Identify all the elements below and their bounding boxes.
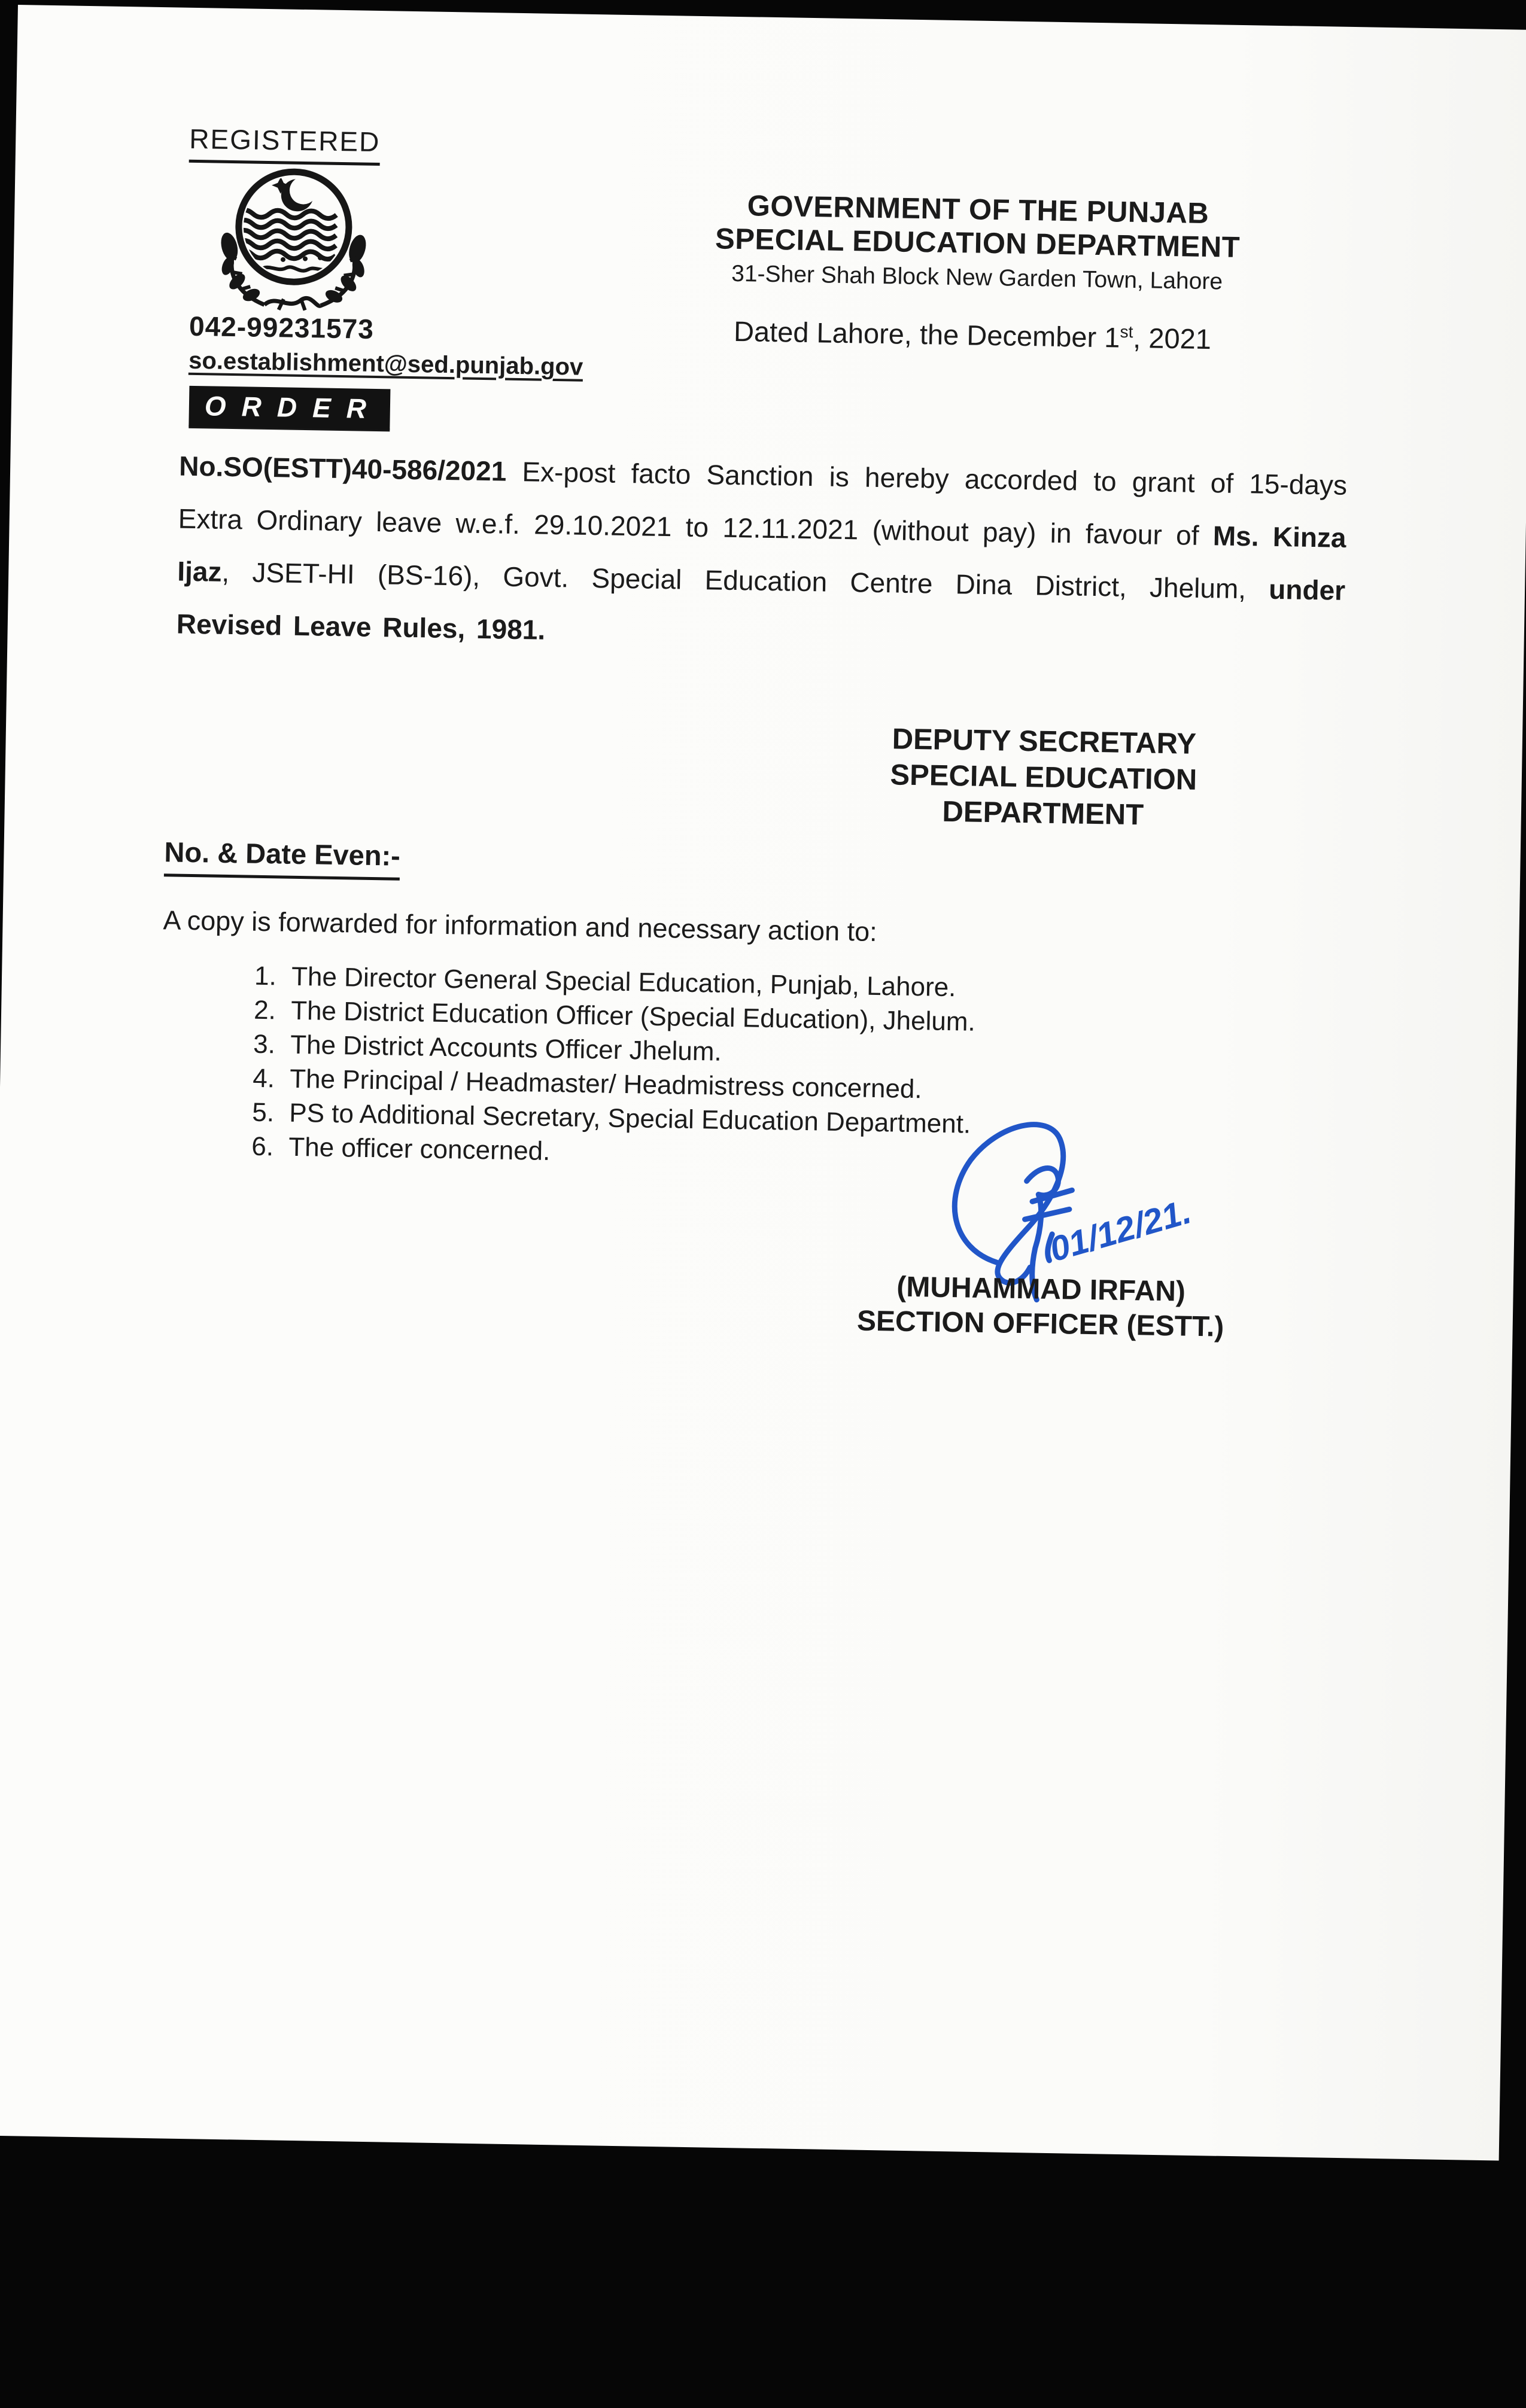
list-item-text: The officer concerned. <box>288 1132 551 1167</box>
list-item-number: 5. <box>251 1097 275 1128</box>
authority-block <box>827 720 1260 835</box>
forwarding-line: A copy is forwarded for information and necessary action to: <box>163 905 878 948</box>
list-item-text: The District Education Officer (Special Education), Jhelum. <box>290 996 976 1037</box>
distribution-heading: No. & Date Even:- <box>164 835 400 881</box>
list-item-text: PS to Additional Secretary, Special Education Department. <box>288 1098 971 1139</box>
date-line <box>734 315 1212 355</box>
department-name-line2: SPECIAL EDUCATION DEPARTMENT <box>715 223 1241 264</box>
date-ordinal: st <box>1120 321 1133 342</box>
email-address: so.establishment@sed.punjab.gov <box>188 347 583 380</box>
phone-number: 042-99231573 <box>189 310 375 345</box>
list-item-number: 1. <box>254 961 277 991</box>
letterhead <box>659 188 1296 297</box>
list-item-text: The Principal / Headmaster/ Headmistress concerned. <box>289 1064 923 1104</box>
list-item-number: 2. <box>253 995 276 1025</box>
distribution-list <box>251 961 976 1178</box>
date-text: Dated Lahore, the December 1 <box>733 315 1120 354</box>
body-text-1: Ex-post facto Sanction is hereby accorded to grant of 15-days Extra Ordinary leave w.e.f. 29.10.2021 to 12.11.2021 (without pay) in favour of <box>178 455 1348 552</box>
list-item-number: 4. <box>252 1063 275 1094</box>
list-item-number: 3. <box>253 1029 276 1060</box>
punjab-crest-icon <box>199 161 387 316</box>
authority-line3: DEPARTMENT <box>942 795 1144 832</box>
body-text-3: under Revised Leave Rules, 1981. <box>176 573 1346 646</box>
authority-line1: DEPUTY SECRETARY <box>892 723 1197 760</box>
document-page <box>0 5 1526 2161</box>
order-heading <box>189 389 390 432</box>
list-item-text: The District Accounts Officer Jhelum. <box>290 1030 722 1067</box>
signer-title: SECTION OFFICER (ESTT.) <box>856 1305 1224 1343</box>
body-text-2: , JSET-HI (BS-16), Govt. Special Education Centre Dina District, Jhelum, <box>221 556 1269 605</box>
department-address: 31-Sher Shah Block New Garden Town, Lahore <box>731 260 1223 295</box>
grantee-name: Ms. Kinza Ijaz <box>177 520 1346 587</box>
signer-block <box>813 1268 1269 1345</box>
registered-label: REGISTERED <box>189 123 381 166</box>
authority-line2: SPECIAL EDUCATION <box>890 759 1197 796</box>
order-body-paragraph <box>176 440 1348 669</box>
date-year: , 2021 <box>1132 321 1212 355</box>
signature-date: 01/12/21. <box>1045 1192 1196 1270</box>
department-name-line1: GOVERNMENT OF THE PUNJAB <box>747 190 1209 230</box>
reference-number: No.SO(ESTT)40-586/2021 <box>178 450 507 487</box>
list-item-number: 6. <box>251 1131 274 1162</box>
list-item-text: The Director General Special Education, Punjab, Lahore. <box>291 961 956 1003</box>
order-heading-text: ORDER <box>189 386 390 430</box>
signer-name: (MUHAMMAD IRFAN) <box>896 1271 1186 1308</box>
